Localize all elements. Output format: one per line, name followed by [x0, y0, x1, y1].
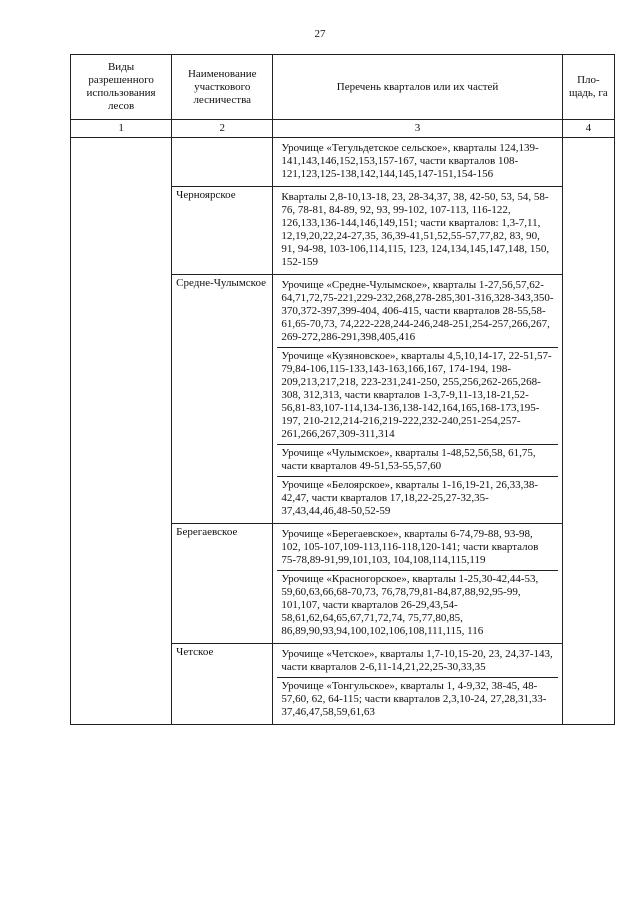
quarters-entry: Урочище «Средне-Чулымское», кварталы 1-27,56,57,62-64,71,72,75-221,229-232,268,278-285,301-316,328-343,350-370,372-397,399-404, 406-415, части кварталов 28-55,58-61,65-70,73, 74,222-228,244-246,248-251,254-257,266,267, 269-272,286-291,398,405,416: [277, 277, 557, 348]
quarters-cell: [273, 187, 562, 275]
column-number: 1: [71, 120, 172, 138]
quarters-entry: Урочище «Кузяновское», кварталы 4,5,10,14-17, 22-51,57-79,84-106,115-133,143-163,166,167, 174-194, 198-209,213,217,218, 223-231,241-250, 255,256,262-265,268-308, 312,313, части кварталов 1-3,7-9,11-13,18-21,52-56,81-83,107-114,134-136,138-142,164,165,168-173,195-197, 210-212,214-216,219-222,232-240,251-254,257-261,266,267,309-311,314: [277, 348, 557, 445]
forest-quarters-table: [70, 54, 615, 725]
quarters-entry: Урочище «Белоярское», кварталы 1-16,19-21, 26,33,38-42,47, части кварталов 17,18,22-25,27-32,35-37,43,44,46,48-50,52-59: [281, 479, 539, 517]
area-cell: [562, 138, 614, 725]
page-number: 27: [314, 28, 326, 40]
forestry-cell: [172, 138, 273, 187]
quarters-entry: Кварталы 2,8-10,13-18, 23, 28-34,37, 38, 42-50, 53, 54, 58-76, 78-81, 84-89, 92, 93, 99-102, 107-113, 116-122, 126,133,136-144,146,149,151; части кварталов: 1,3-7,11, 12,19,20,22,24-27,35, 36,39-41,51,52,55-57,77,82, 83, 90, 91, 94-98, 103-106,114,115, 123, 124,134,145,147,148, 150, 152-159: [281, 191, 550, 268]
header-usage-types: Виды разрешенного использования лесов: [71, 55, 172, 120]
forestry-cell: Черноярское: [172, 187, 273, 275]
table-row: [71, 138, 615, 187]
column-number: 2: [172, 120, 273, 138]
quarters-entry: Урочище «Берегаевское», кварталы 6-74,79-88, 93-98, 102, 105-107,109-113,116-118,120-141; части кварталов 75-78,89-91,99,101,103, 104,108,114,115,119: [277, 526, 557, 571]
quarters-entry: Урочище «Тегульдетское сельское», кварталы 124,139-141,143,146,152,153,157-167, части кварталов 108-121,123,125-138,142,144,145,147-151,154-156: [281, 142, 539, 180]
forestry-cell: Четское: [172, 644, 273, 725]
column-number: 3: [273, 120, 562, 138]
quarters-cell: [273, 644, 562, 725]
quarters-cell: [273, 275, 562, 524]
header-forestry-name: Наименование участкового лесничества: [172, 55, 273, 120]
quarters-entry: Урочище «Тонгульское», кварталы 1, 4-9,32, 38-45, 48-57,60, 62, 64-115; части кварталов 2,3,10-24, 27,28,31,33-37,46,47,58,59,61,63: [281, 680, 547, 718]
header-quarters-list: Перечень кварталов или их частей: [273, 55, 562, 120]
quarters-cell: [273, 524, 562, 644]
usage-type-cell: [71, 138, 172, 725]
table-header-row: [71, 55, 615, 120]
header-area: Пло-щадь, га: [562, 55, 614, 120]
quarters-entry: Урочище «Красногорское», кварталы 1-25,30-42,44-53, 59,60,63,66,68-70,73, 76,78,79,81-84,87,88,92,95-99, 101,107, части кварталов 26-29,43,54-58,61,62,64,65,67,71,72,74, 75,77,80,85, 86,89,90,93,94,100,102,106,108,111,115, 116: [281, 573, 539, 637]
column-number-row: [71, 120, 615, 138]
quarters-cell: [273, 138, 562, 187]
forestry-cell: Берегаевское: [172, 524, 273, 644]
quarters-entry: Урочище «Чулымское», кварталы 1-48,52,56,58, 61,75, части кварталов 49-51,53-55,57,60: [277, 445, 557, 477]
column-number: 4: [562, 120, 614, 138]
quarters-entry: Урочище «Четское», кварталы 1,7-10,15-20, 23, 24,37-143, части кварталов 2-6,11-14,21,22,25-30,33,35: [277, 646, 557, 678]
forestry-cell: Средне-Чулымское: [172, 275, 273, 524]
